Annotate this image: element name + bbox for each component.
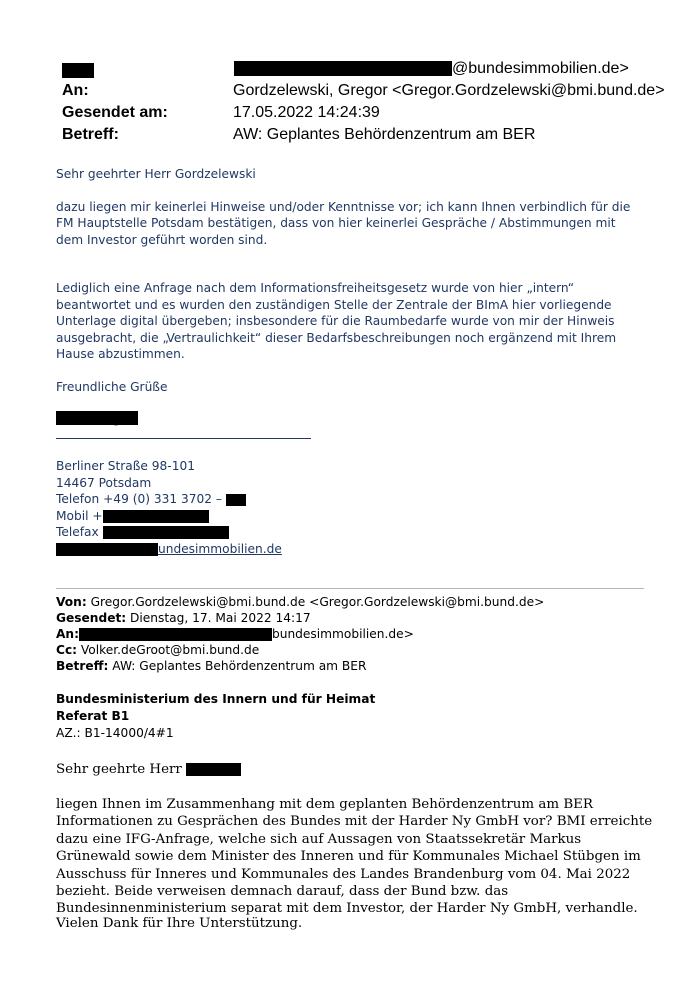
from-value-suffix: @bundesimmobilien.de> (452, 60, 629, 77)
ministry-block (56, 691, 656, 742)
letter-thanks: Vielen Dank für Ihre Unterstützung. (56, 916, 303, 931)
signature (56, 458, 456, 557)
fwd-from-label: Von: (56, 595, 87, 609)
letter-paragraph: liegen Ihnen im Zusammenhang mit dem geplanten Behördenzentrum am BER Informationen zu Gesprächen des Bundes mit der Harder Ny GmbH vor? BMI erreichte dazu eine IFG-Anfrage, welche sich auf Aussagen von Staatssekretär Markus Grünewald sowie dem Minister des Inneren und für Kommunales Michael Stübgen im Ausschuss für Inneres und Kommunales des Landes Brandenburg vom 04. Mai 2022 bezieht. Beide verweisen demnach darauf, dass der Bund bzw. das Bundesinnenministerium separat mit dem Investor, der Harder Ny GmbH, verhandle. (56, 797, 653, 917)
file-reference: AZ.: B1-14000/4#1 (56, 726, 174, 740)
reply-im-auftrag (56, 411, 646, 428)
to-value: Gordzelewski, Gregor <Gregor.Gordzelewski@bmi.bund.de> (233, 82, 665, 99)
fwd-sent-value: Dienstag, 17. Mai 2022 14:17 (130, 611, 311, 625)
redacted-mobile-number (103, 510, 209, 523)
letter-body (56, 796, 656, 918)
redacted-fax-number (103, 526, 229, 539)
redacted-fwd-to-address (79, 628, 272, 641)
referat: Referat B1 (56, 709, 130, 723)
fwd-subject-label: Betreff: (56, 659, 109, 673)
reply-closing: Freundliche Grüße (56, 379, 168, 394)
fwd-subject-value: AW: Geplantes Behördenzentrum am BER (112, 659, 367, 673)
signature-street: Berliner Straße 98-101 (56, 459, 195, 473)
fwd-cc-value: Volker.deGroot@bmi.bund.de (80, 643, 260, 657)
signature-fax: Telefax (56, 525, 99, 539)
ministry-name: Bundesministerium des Innern und für Heimat (56, 692, 376, 706)
reply-body (56, 166, 646, 428)
sent-value: 17.05.2022 14:24:39 (233, 104, 380, 121)
subject-label: Betreff: (62, 126, 119, 143)
reply-salutation: Sehr geehrter Herr Gordzelewski (56, 167, 256, 181)
fwd-to-label: An: (56, 627, 79, 641)
signature-city: 14467 Potsdam (56, 475, 152, 490)
letter-salutation-line (56, 761, 241, 778)
fwd-from-value: Gregor.Gordzelewski@bmi.bund.de <Gregor.Gordzelewski@bmi.bund.de> (90, 595, 545, 609)
to-label: An: (62, 82, 89, 99)
forwarded-header (56, 594, 656, 674)
redacted-recipient-name (186, 763, 241, 776)
fwd-cc-label: Cc: (56, 643, 78, 657)
signature-mobile: Mobil + (56, 508, 103, 523)
letter-salutation: Sehr geehrte Herr (56, 762, 182, 777)
sent-label: Gesendet am: (62, 104, 168, 121)
redacted-phone-extension (226, 494, 246, 506)
reply-paragraph-1: dazu liegen mir keinerlei Hinweise und/oder Kenntnisse vor; ich kann Ihnen verbindlich für die FM Hauptstelle Potsdam bestätigen, dass von hier keinerlei Gespräche / Abstimmungen mit dem Investor geführt worden sind. (56, 199, 631, 247)
subject-value: AW: Geplantes Behördenzentrum am BER (233, 126, 536, 143)
redacted-sender-name (56, 411, 138, 425)
signature-phone: Telefon +49 (0) 331 3702 – (56, 492, 222, 506)
fwd-to-suffix: bundesimmobilien.de> (271, 627, 414, 641)
fwd-sent-label: Gesendet: (56, 611, 127, 625)
signature-divider (56, 438, 311, 439)
from-value (234, 58, 629, 80)
reply-paragraph-2: Lediglich eine Anfrage nach dem Informationsfreiheitsgesetz wurde von hier „intern“ beantwortet und es wurden den zuständigen Stelle der Zentrale der BImA hier vorliegende Unterlage digital übergeben; insbesondere für die Raumbedarfe wurde von mir der Hinweis ausgebracht, die „Vertraulichkeit“ dieser Bedarfsbeschreibungen noch ergänzend mit Ihrem Hause abzustimmen. (56, 281, 617, 361)
redacted-from-label (62, 63, 94, 78)
forward-separator (56, 588, 644, 589)
signature-email-link[interactable]: undesimmobilien.de (158, 541, 282, 556)
redacted-from-address (234, 61, 452, 76)
redacted-email-prefix (56, 543, 158, 556)
